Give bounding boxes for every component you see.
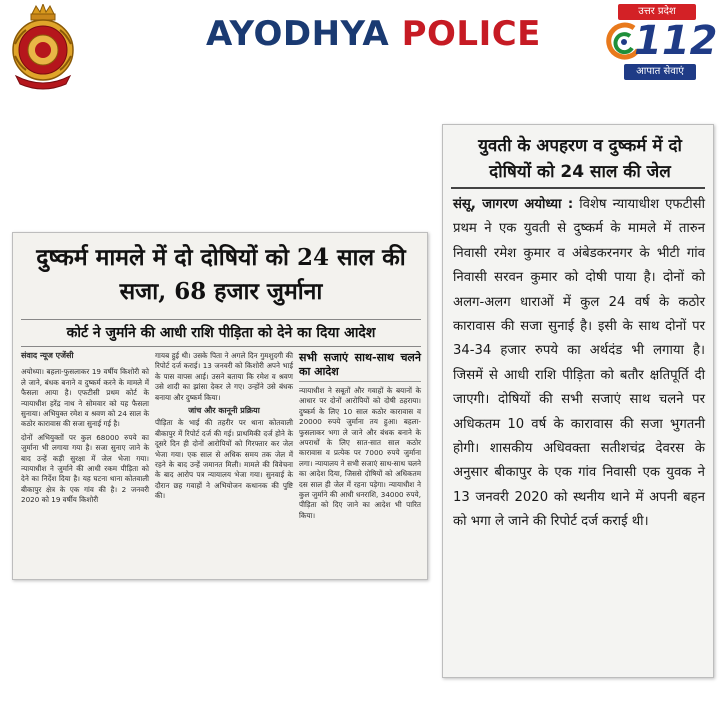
clipping-subheadline: कोर्ट ने जुर्माने की आधी राशि पीड़िता को देने का दिया आदेश bbox=[21, 319, 421, 347]
column-subheading: जांच और कानूनी प्रक्रिया bbox=[188, 406, 260, 416]
newspaper-clipping-right bbox=[442, 124, 714, 678]
newspaper-clipping-left bbox=[12, 232, 428, 580]
article-text: विशेष न्यायाधीश एफटीसी प्रथम ने एक युवती से दुष्कर्म के मामले में तारुन निवासी रमेश कुमार व अंबेडकरनगर के भीटी गांव निवासी सरवन कुमार को दोषी पाया है। दोनों को अलग-अलग धाराओं में कुल 24 वर्ष के कठोर कारावास की सजा सुनाई है। इसी के साथ दोनों पर 34-34 हजार रुपये का अर्थदंड भी लगाया है। जिसमें से आधी राशि पीड़िता को बतौर क्षतिपूर्ति दी जाएगी। दोषियों की सभी सजाएं साथ चलने पर अधिकतम 10 वर्ष के कारावास की सजा भुगतनी होगी। शासकीय अधिवक्ता सतीशचंद्र देवरस के अनुसार बीकापुर के एक गांव निवासी एक युवक ने 13 जनवरी 2020 को स्थनीय थाने में अपनी बहन को भगा ले जाने की रिपोर्ट दर्ज कराई थी। bbox=[453, 197, 705, 530]
page-title bbox=[206, 14, 541, 66]
article-column-1 bbox=[21, 351, 149, 509]
article-body bbox=[453, 193, 705, 535]
article-paragraph: गायब हुई थी। उसके पिता ने अगले दिन गुमशुदगी की रिपोर्ट दर्ज कराई। 13 जनवरी को किशोरी अपने भाई के पास वापस आई। उसने बताया कि रमेश व श्रवण उसे शादी का झांसा देकर ले गए। उन्होंने उसे बंधक बनाया और दुष्कर्म किया। bbox=[155, 351, 293, 402]
up112-logo bbox=[604, 4, 718, 84]
article-column-3 bbox=[299, 351, 421, 524]
logo-number: 112 bbox=[634, 18, 718, 64]
byline: संवाद न्यूज एजेंसी bbox=[21, 351, 74, 360]
clipping-headline: दुष्कर्म मामले में दो दोषियों को 24 साल की सजा, 68 हजार जुर्माना bbox=[36, 244, 406, 305]
article-paragraph: न्यायाधीश ने सबूतों और गवाहों के बयानों के आधार पर दोनों आरोपियों को दोषी ठहराया। दुष्कर्म के लिए 10 साल कठोर कारावास व 20000 रुपये जुर्माना तय हुआ। बहला-फुसलाकर भगा ले जाने और बंधक बनाने के अपराधों के लिए सात-सात साल कठोर कारावास व प्रत्येक पर 7000 रुपये जुर्माना लगा। न्यायालय ने सभी सजाएं साथ-साथ चलने का आदेश दिया, जिससे दोषियों को अधिकतम दस साल ही जेल में रहना पड़ेगा। न्यायाधीश ने कुल जुर्माने की आधी धनराशि, 34000 रुपये, पीड़िता को दिए जाने का आदेश भी पारित किया। bbox=[299, 386, 421, 520]
clipping-headline: युवती के अपहरण व दुष्कर्म में दो दोषियों को 24 साल की जेल bbox=[478, 136, 682, 182]
byline: संसू, जागरण अयोध्या : bbox=[453, 197, 574, 212]
article-paragraph: दोनों अभियुक्तों पर कुल 68000 रुपये का जुर्माना भी लगाया गया है। सजा सुनाए जाने के बाद उन्हें कड़ी सुरक्षा में जेल भेजा गया। न्यायाधीश ने जुर्माने की आधी रकम पीड़िता को देने का निर्देश दिया है। यह घटना थाना कोतवाली बीकापुर क्षेत्र के एक गांव की है। 2 जनवरी 2020 को 19 वर्षीय किशोरी bbox=[21, 432, 149, 505]
up-police-emblem-icon bbox=[6, 4, 80, 90]
title-ayodhya: AYODHYA bbox=[206, 14, 390, 54]
divider bbox=[451, 187, 705, 189]
box-heading: सभी सजाएं साथ-साथ चलने का आदेश bbox=[299, 351, 421, 382]
article-paragraph: पीड़िता के भाई की तहरीर पर थाना कोतवाली बीकापुर में रिपोर्ट दर्ज की गई। प्राथमिकी दर्ज होने के दूसरे दिन ही दोनों आरोपियों को गिरफ्तार कर जेल भेजा गया। एक साल से अधिक समय तक जेल में रहने के बाद उन्हें जमानत मिली। मामले की विवेचना के बाद आरोप पत्र न्यायालय भेजा गया। सुनवाई के दौरान छह गवाहों ने अभियोजन कथानक की पुष्टि की। bbox=[155, 418, 293, 501]
article-paragraph: अयोध्या। बहला-फुसलाकर 19 वर्षीय किशोरी को ले जाने, बंधक बनाने व दुष्कर्म करने के मामले में फैसला आया है। एफटीसी प्रथम कोर्ट के न्यायाधीश हरेंद्र नाथ ने सोमवार को यह फैसला सुनाया। अभियुक्त रमेश व श्रवण को 24 साल के कठोर कारावास की सजा सुनाई गई है। bbox=[21, 367, 149, 429]
title-police: POLICE bbox=[401, 14, 541, 54]
article-column-2 bbox=[155, 351, 293, 505]
logo-bottom-text: आपात सेवाएं bbox=[624, 64, 696, 80]
logo-top-text: उत्तर प्रदेश bbox=[618, 4, 696, 20]
